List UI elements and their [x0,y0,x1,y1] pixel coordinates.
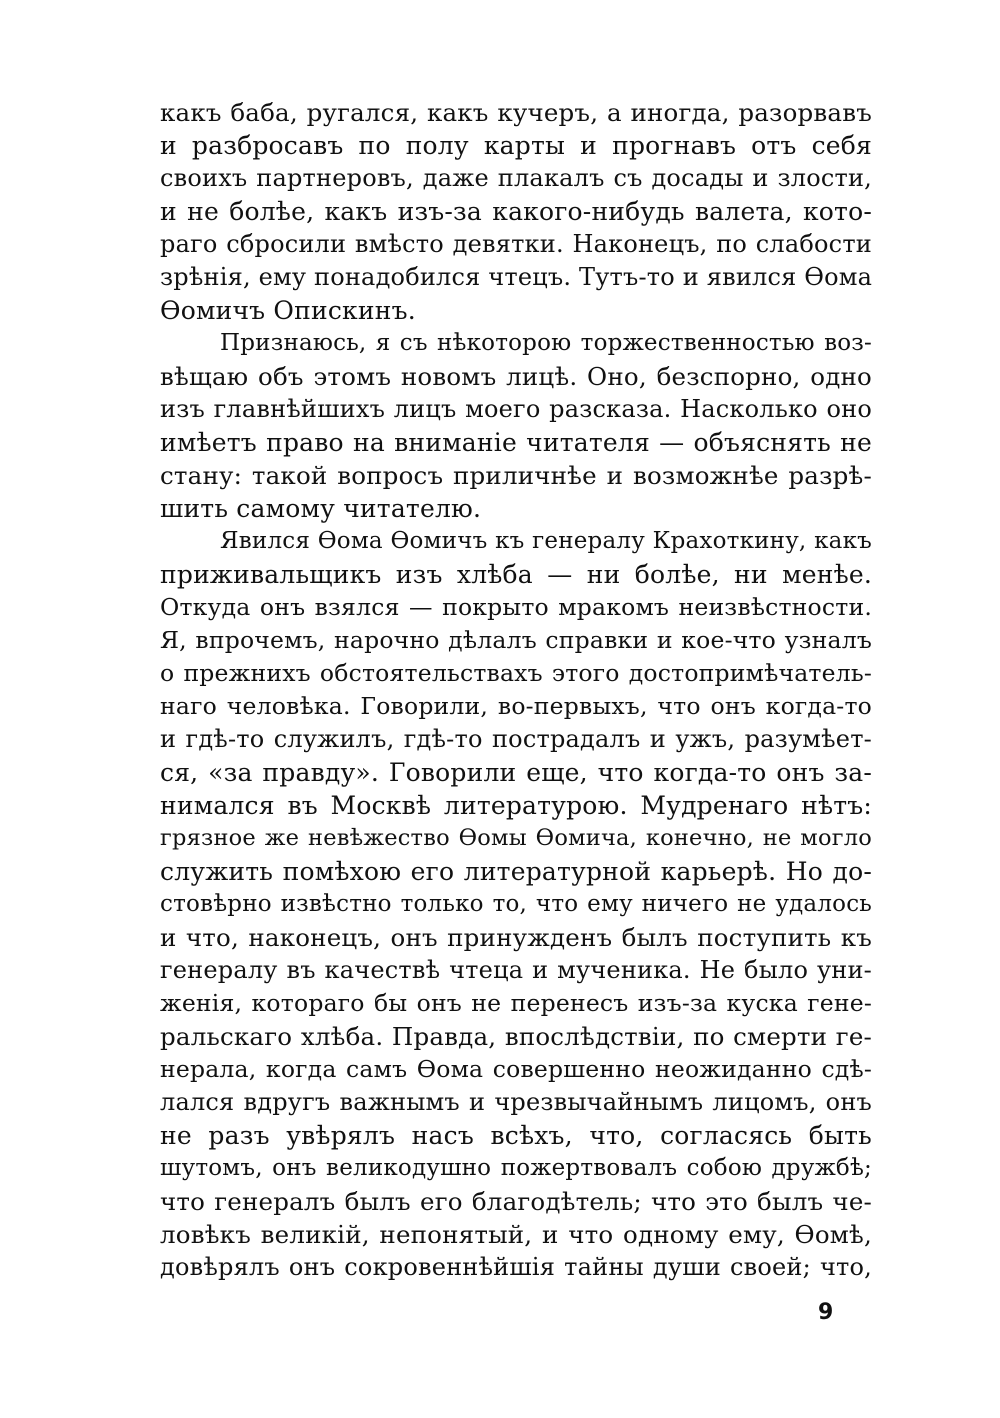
text-line: зрѣнія, ему понадобился чтецъ. Тутъ-то и явился Ѳома [160,263,873,291]
text-line: лался вдругъ важнымъ и чрезвычайнымъ лицомъ, онъ [160,1088,872,1116]
text-line: не разъ увѣрялъ насъ всѣхъ, что, согласясь быть [160,1121,872,1150]
text-line: вѣщаю объ этомъ новомъ лицѣ. Оно, безспорно, одно [160,362,872,391]
text-line: и разбросавъ по полу карты и прогнавъ отъ себя [160,131,872,160]
paragraph [160,525,872,1284]
text-line: наго человѣка. Говорили, во-первыхъ, что онъ когда-то [160,692,872,720]
text-line: какъ баба, ругался, какъ кучеръ, а иногда, разорвавъ [160,98,872,127]
text-line: и что, наконецъ, онъ принужденъ былъ поступить къ [160,923,872,952]
text-line: своихъ партнеровъ, даже плакалъ съ досады и злости, [160,164,872,192]
text-line: генералу въ качествѣ чтеца и мученика. Не было уни- [160,956,872,984]
paragraph [160,327,872,525]
text-line: шутомъ, онъ великодушно пожертвовалъ собою дружбѣ; [160,1155,872,1181]
text-line: Откуда онъ взялся — покрыто мракомъ неизвѣстности. [160,593,872,621]
text-line: грязное же невѣжество Ѳомы Ѳомича, конечно, не могло [160,825,872,851]
page-number: 9 [818,1300,834,1325]
text-line: изъ главнѣйшихъ лицъ моего разсказа. Насколько оно [160,395,872,423]
body-text [160,96,872,1284]
text-line: шить самому читателю. [160,494,482,523]
text-line: Явился Ѳома Ѳомичъ къ генералу Крахоткину, какъ [220,528,872,554]
text-line: Ѳомичъ Опискинъ. [160,296,416,325]
text-line: довѣрялъ онъ сокровеннѣйшія тайны души своей; что, [160,1253,872,1281]
text-line: Я, впрочемъ, нарочно дѣлалъ справки и кое-что узналъ [160,626,872,654]
text-line: служить помѣхою его литературной карьерѣ. Но до- [160,857,872,886]
text-line: имѣетъ право на вниманіе читателя — объяснять не [160,428,872,457]
text-line: и не болѣе, какъ изъ-за какого-нибудь валета, кото- [160,197,872,226]
text-line: стовѣрно извѣстно только то, что ему ничего не удалось [160,891,872,917]
text-line: что генералъ былъ его благодѣтель; что это былъ че- [160,1187,872,1216]
text-line: раго сбросили вмѣсто девятки. Наконецъ, по слабости [160,230,872,258]
text-line: нимался въ Москвѣ литературою. Мудренаго нѣтъ: [160,791,872,820]
text-line: приживальщикъ изъ хлѣба — ни болѣе, ни менѣе. [160,560,872,589]
text-line: и гдѣ-то служилъ, гдѣ-то пострадалъ и ужъ, разумѣет- [160,725,872,753]
text-line: о прежнихъ обстоятельствахъ этого достопримѣчатель- [160,659,872,687]
text-line: ловѣкъ великій, непонятый, и что одному ему, Ѳомѣ, [160,1220,872,1249]
text-line: Признаюсь, я съ нѣкоторою торжественностью воз- [220,330,872,356]
text-line: женія, котораго бы онъ не перенесъ изъ-за куска гене- [160,989,872,1017]
text-line: стану: такой вопросъ приличнѣе и возможнѣе разрѣ- [160,461,872,490]
paragraph [160,96,872,327]
text-line: нерала, когда самъ Ѳома совершенно неожиданно сдѣ- [160,1055,872,1083]
text-line: ся, «за правду». Говорили еще, что когда-то онъ за- [160,758,872,787]
text-line: ральскаго хлѣба. Правда, впослѣдствіи, по смерти ге- [160,1022,872,1051]
